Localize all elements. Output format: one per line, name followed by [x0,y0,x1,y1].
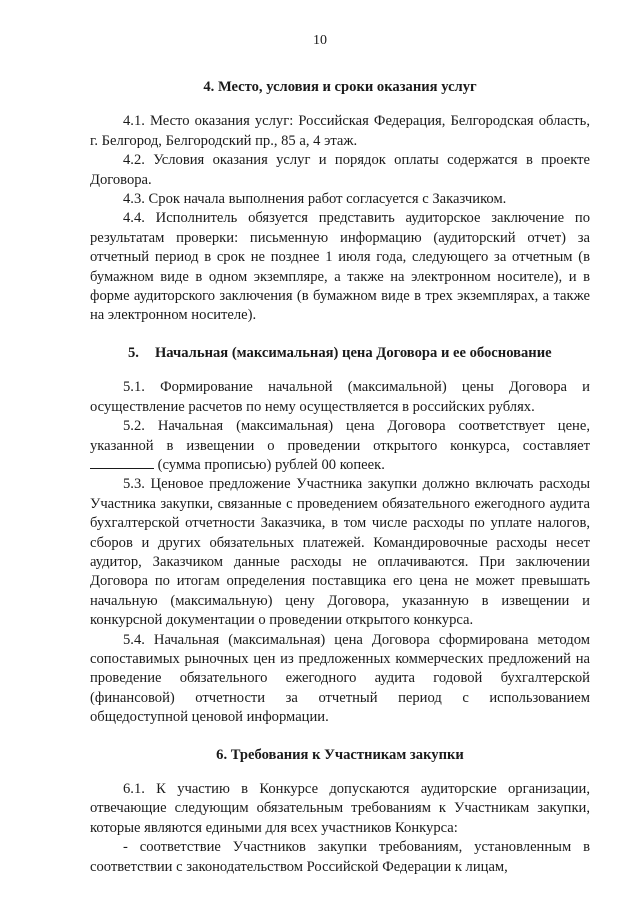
paragraph-5-2-text-before: 5.2. Начальная (максимальная) цена Договора соответствует цене, указанной в извещении о проведении открытого конкурса, составляет [90,418,590,454]
document-body [90,78,590,877]
paragraph-6-1: 6.1. К участию в Конкурсе допускаются аудиторские организации, отвечающие следующим обязательным требованиям к Участникам закупки, которые являются едиными для всех участников Конкурса: [90,781,590,836]
paragraph-5-3: 5.3. Ценовое предложение Участника закупки должно включать расходы Участника закупки, связанные с проведением обязательного ежегодного аудита бухгалтерской отчетности Заказчика, в том числе расходы по уплате налогов, сборов и других обязательных платежей. Командировочные расходы несет аудитор, Заказчиком данные расходы не оплачиваются. При заключении Договора по итогам определения поставщика его цена не может превышать начальную (максимальную) цену Договора, указанную в извещении и конкурсной документации о проведении открытого конкурса. [90,476,590,629]
section-5-title [90,344,590,363]
paragraph-5-1: 5.1. Формирование начальной (максимальной) цены Договора и осуществление расчетов по нему осуществляется в российских рублях. [90,379,590,415]
paragraph-6-1-item: - соответствие Участников закупки требованиям, установленным в соответствии с законодательством Российской Федерации к лицам, [90,839,590,875]
page-number: 10 [313,33,327,48]
section-5-title-text: Начальная (максимальная) цена Договора и ее обоснование [154,344,552,361]
section-4-title: 4. Место, условия и сроки оказания услуг [203,79,477,95]
paragraph-4-3: 4.3. Срок начала выполнения работ согласуется с Заказчиком. [123,191,507,208]
paragraph-4-4: 4.4. Исполнитель обязуется представить аудиторское заключение по результатам проверки: письменную информацию (аудиторский отчет) за отчетный период в срок не позднее 1 июля года, следующего за отчетным (в бумажном виде в одном экземпляре, а также на электронном носителе), и в форме аудиторского заключения (в бумажном виде в трех экземплярах, а также на электронном носителе). [90,210,590,324]
section-5-number: 5. [128,344,139,361]
price-blank-line [90,456,154,469]
paragraph-4-1: 4.1. Место оказания услуг: Российская Федерация, Белгородская область, г. Белгород, Белгородский пр., 85 а, 4 этаж. [90,113,590,149]
paragraph-4-2: 4.2. Условия оказания услуг и порядок оплаты содержатся в проекте Договора. [90,152,590,188]
paragraph-5-2 [90,417,590,475]
section-6-title: 6. Требования к Участникам закупки [216,746,464,763]
paragraph-5-2-text-after: (сумма прописью) рублей 00 копеек. [154,456,385,473]
paragraph-5-4: 5.4. Начальная (максимальная) цена Договора сформирована методом сопоставимых рыночных цен из предложенных коммерческих предложений на проведение обязательного ежегодного аудита годовой бухгалтерской (финансовой) отчетности за отчетный период с использованием общедоступной ценовой информации. [90,631,590,726]
